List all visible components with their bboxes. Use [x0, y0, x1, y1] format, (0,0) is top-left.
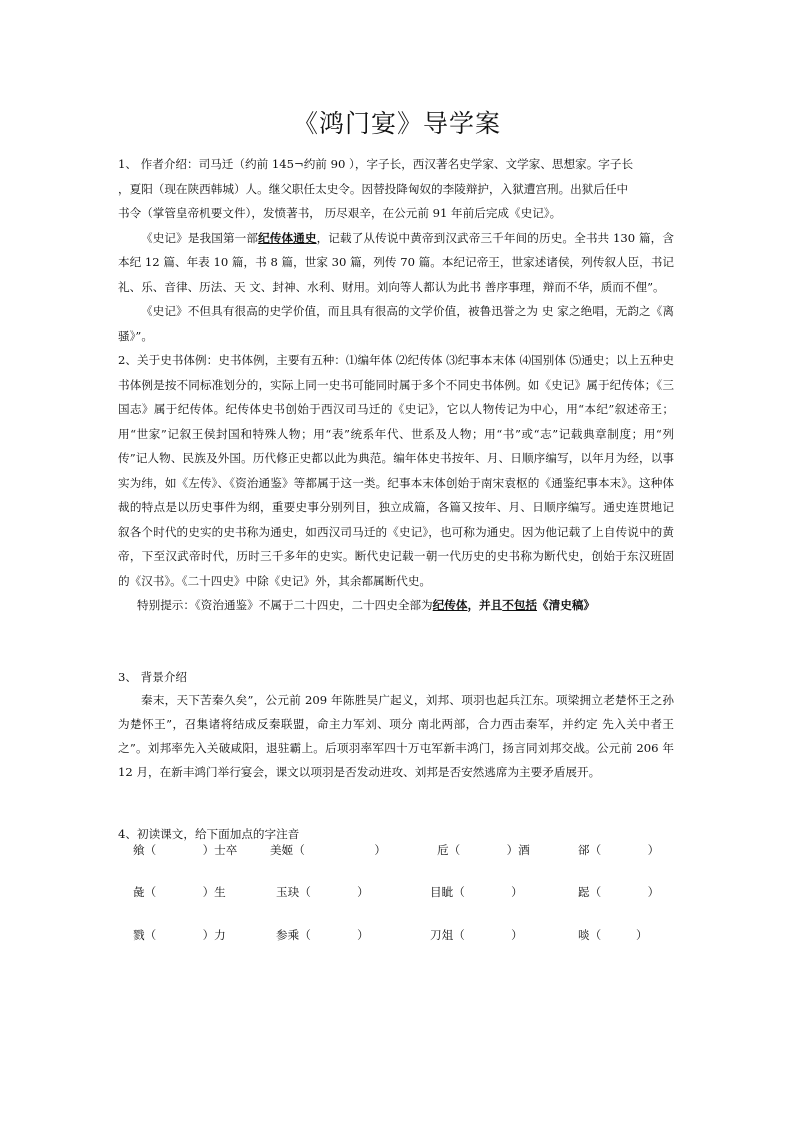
pronunciation-item: 郤（ ）: [578, 843, 660, 857]
text-run: 《史记》是我国第一部: [141, 230, 259, 245]
author-intro-line: 1、 作者介绍：司马迁（约前 145¬约前 90 ），字子长，西汉著名史学家、文学家、思想家。字子长: [118, 157, 634, 171]
pronunciation-item: 卮（ ）酒: [437, 843, 530, 857]
text-run: 《清史稿》: [537, 598, 596, 612]
pronunciation-row: [0, 842, 794, 862]
shiji-value-paragraph: 《史记》不但具有很高的史学价值，而且具有很高的文学价值，被鲁迅誉之为 史 家之绝唱，无韵之《离骚》”。: [118, 304, 674, 343]
pronunciation-item: 戮（ ）力: [133, 928, 226, 942]
text-run: ，记载了从传说中黄帝到汉武帝三千年间的历史。全书共 130 篇，含本纪 12 篇、年表 10 篇，书 8 篇，世家 30 篇，列传 70 篇。本纪记帝王，世家述诸侯，列传叙人臣，书记礼、乐、音律、历法、天 文、封神、水利、财用。刘向等人都认为此书 善序事理，辩而不华，质而不俚”。: [118, 230, 674, 294]
pronunciation-row: [0, 884, 794, 904]
author-intro-line: 书令（掌管皇帝机要文件），发愤著书， 历尽艰辛，在公元前 91 年前后完成《史记》。: [118, 206, 562, 220]
special-tip: [114, 593, 674, 618]
author-intro: [118, 152, 674, 618]
text-run: ，并且: [467, 598, 503, 612]
section-heading: 3、 背景介绍: [118, 670, 188, 684]
pronunciation-item: 飨（ ）士卒: [133, 843, 238, 857]
emphasis-term: 纪传体: [432, 598, 468, 612]
background-paragraph: 秦末，天下苦秦久矣”，公元前 209 年陈胜吴广起义，刘邦、项羽也起兵江东。项梁拥立老楚怀王之孙为楚怀王”，召集诸将结成反秦联盟，命主力军刘、项分 南北两部，合力西击秦军，并约定 先入关中者王之”。刘邦率先入关破咸阳，退驻霸上。后项羽率军四十万屯军新丰鸿门，扬言同刘邦交战。公元前 206 年 12 月，在新丰鸿门举行宴会，课文以项羽是否发动进攻、刘邦是否安然逃席为主要矛盾展开。: [118, 693, 674, 779]
pronunciation-item: 啖（ ）: [578, 928, 648, 942]
shiji-paragraph: [118, 226, 674, 300]
emphasis-term: 纪传体通史: [258, 230, 317, 245]
pronunciation-item: 刀俎（ ）: [430, 928, 523, 942]
document-title: 《鸿门宴》导学案: [292, 109, 501, 138]
pronunciation-item: 美姬（ ）: [270, 843, 386, 857]
author-intro-line: ，夏阳（现在陕西韩城）人。继父职任太史令。因替投降匈奴的李陵辩护，入狱遭宫刑。出狱后任中: [118, 181, 629, 196]
text-run: 特别提示：《资治通鉴》不属于二十四史，二十四史全部为: [137, 598, 433, 612]
pronunciation-row: [0, 927, 794, 947]
pronunciation-item: 彘（ ）生: [133, 885, 226, 899]
pronunciation-item: 玉玦（ ）: [276, 885, 369, 899]
history-style-paragraph: 2、关于史书体例：史书体例，主要有五种：⑴编年体 ⑵纪传体 ⑶纪事本末体 ⑷国别体 ⑸通史；以上五种史书体例是按不同标准划分的，实际上同一史书可能同时属于多个不同史书体例。如《史记》属于纪传体；《三国志》属于纪传体。纪传体史书创始于西汉司马迁的《史记》，它以人物传记为中心，用“本纪”叙述帝王；用“世家”记叙王侯封国和特殊人物；用“表”统系年代、世系及人物；用“书”或“志”记载典章制度；用“列传”记人物、民族及外国。历代修正史都以此为典范。编年体史书按年、月、日顺序编写，以年月为经，以事实为纬，如《左传》、《资治通鉴》等都属于这一类。纪事本末体创始于南宋袁枢的《通鉴纪事本末》。这种体裁的特点是以历史事件为纲，重要史事分别列目，独立成篇，各篇又按年、月、日顺序编写。通史连贯地记叙各个时代的史实的史书称为通史，如西汉司马迁的《史记》，也可称为通史。因为他记载了上自传说中的黄帝，下至汉武帝时代，历时三千多年的史实。断代史记载一朝一代历史的史书称为断代史，创始于东汉班固的《汉书》。《二十四史》中除《史记》外，其余都属断代史。: [118, 353, 674, 588]
pronunciation-item: 目眦（ ）: [430, 885, 523, 899]
emphasis-term: 不包括: [502, 598, 538, 612]
pronunciation-heading: 4、初读课文，给下面加点的字注音: [118, 827, 300, 841]
pronunciation-item: 参乘（ ）: [276, 928, 369, 942]
pronunciation-item: 跽（ ）: [578, 885, 660, 899]
background-section: [118, 666, 674, 784]
